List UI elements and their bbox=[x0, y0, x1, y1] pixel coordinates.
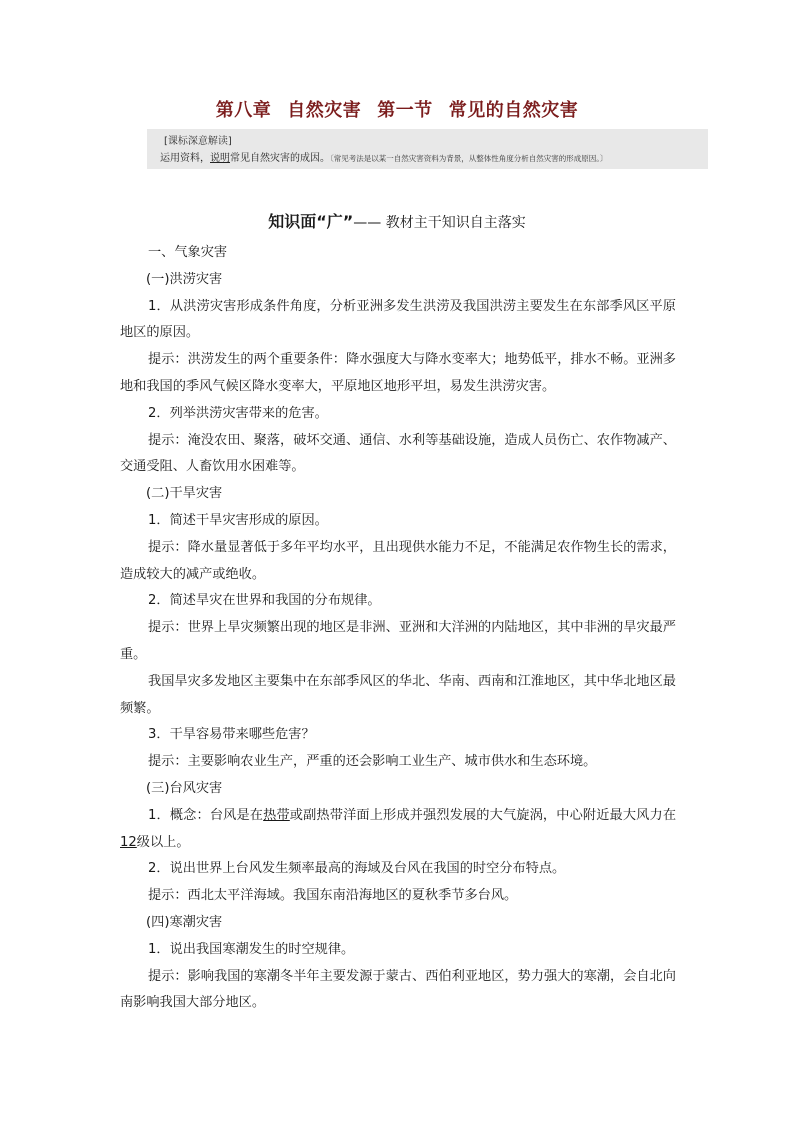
underlined-keyword: 说明 bbox=[210, 153, 230, 164]
question-3: 1．简述干旱灾害形成的原因。 bbox=[148, 512, 328, 528]
knowledge-heading-sub: —— 教材主干知识自主落实 bbox=[353, 215, 526, 231]
curriculum-standard-tag: [课标深意解读] bbox=[164, 136, 232, 147]
question-5: 3．干旱容易带来哪些危害？ bbox=[148, 727, 315, 743]
underlined-level-12: 12 bbox=[120, 834, 137, 850]
exam-note: 〔常见考法是以某一自然灾害资料为背景，从整体性角度分析自然灾害的形成原因。〕 bbox=[330, 154, 608, 163]
chapter-name: 自然灾害 bbox=[287, 100, 362, 121]
question-4: 2．简述旱灾在世界和我国的分布规律。 bbox=[148, 593, 381, 609]
heading-typhoon: (三)台风灾害 bbox=[146, 780, 223, 796]
heading-drought: (二)干旱灾害 bbox=[146, 486, 223, 502]
typhoon-concept: 1．概念：台风是在热带或副热带洋面上形成并强烈发展的大气旋涡，中心附近最大风力在12级以上。 bbox=[120, 807, 677, 850]
question-2: 2．列举洪涝灾害带来的危害。 bbox=[148, 405, 328, 421]
answer-4: 提示：世界上旱灾频繁出现的地区是非洲、亚洲和大洋洲的内陆地区，其中非洲的旱灾最严重。 bbox=[120, 620, 676, 662]
answer-3: 提示：降水量显著低于多年平均水平，且出现供水能力不足，不能满足农作物生长的需求，造成较大的减产或绝收。 bbox=[120, 539, 676, 582]
answer-4-continued: 我国旱灾多发地区主要集中在东部季风区的华北、华南、西南和江淮地区，其中华北地区最频繁。 bbox=[120, 673, 676, 716]
question-7: 2．说出世界上台风发生频率最高的海域及台风在我国的时空分布特点。 bbox=[148, 861, 566, 877]
section-number: 第一节 bbox=[377, 100, 433, 121]
heading-cold-wave: (四)寒潮灾害 bbox=[146, 914, 223, 930]
heading-weather-disasters: 一、气象灾害 bbox=[148, 245, 228, 260]
answer-1: 提示：洪涝发生的两个重要条件：降水强度大与降水变率大；地势低平，排水不畅。亚洲多地和我国的季风气候区降水变率大，平原地区地形平坦，易发生洪涝灾害。 bbox=[120, 352, 676, 394]
section-name: 常见的自然灾害 bbox=[448, 100, 579, 121]
answer-5: 提示：主要影响农业生产，严重的还会影响工业生产、城市供水和生态环境。 bbox=[148, 754, 597, 770]
question-1: 1．从洪涝灾害形成条件角度，分析亚洲多发生洪涝及我国洪涝主要发生在东部季风区平原地区的原因。 bbox=[120, 298, 676, 341]
page-title bbox=[0, 96, 794, 122]
heading-flood: (一)洪涝灾害 bbox=[146, 271, 223, 287]
knowledge-heading-main: 知识面“广” bbox=[268, 212, 354, 231]
underlined-tropical: 热带 bbox=[263, 807, 290, 823]
answer-8: 提示：影响我国的寒潮冬半年主要发源于蒙古、西伯利亚地区，势力强大的寒潮，会自北向南影响我国大部分地区。 bbox=[120, 968, 676, 1011]
question-8: 1．说出我国寒潮发生的时空规律。 bbox=[148, 941, 355, 957]
chapter-number: 第八章 bbox=[215, 100, 272, 121]
answer-7: 提示：西北太平洋海域。我国东南沿海地区的夏秋季节多台风。 bbox=[148, 888, 518, 904]
knowledge-heading bbox=[0, 209, 794, 232]
curriculum-standard-text: 运用资料，说明常见自然灾害的成因。〔常见考法是以某一自然灾害资料为背景，从整体性角度分析自然灾害的形成原因。〕 bbox=[160, 153, 608, 164]
answer-2: 提示：淹没农田、聚落，破坏交通、通信、水利等基础设施，造成人员伤亡、农作物减产、交通受阻、人畜饮用水困难等。 bbox=[120, 432, 676, 475]
document-body bbox=[120, 240, 676, 1017]
